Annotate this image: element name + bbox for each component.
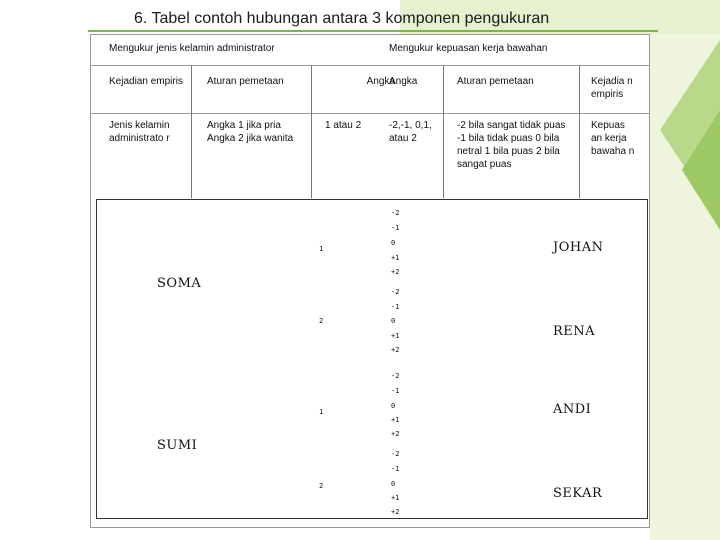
- cell-aturan-kepuasan: -2 bila sangat tidak puas -1 bila tidak puas 0 bila netral 1 bila puas 2 bila sangat puas: [457, 120, 566, 170]
- group-header-right: Mengukur kepuasan kerja bawahan: [389, 43, 548, 54]
- header-kejadian-empiris: Kejadian empiris: [109, 76, 183, 87]
- scale-value: +1: [391, 494, 400, 502]
- page-title: 6. Tabel contoh hubungan antara 3 komponen pengukuran: [134, 10, 550, 27]
- cell-angka-kelamin: 1 atau 2: [325, 120, 362, 131]
- cell-jenis-kelamin: Jenis kelamin administrato r: [109, 120, 170, 144]
- decor-triangle: [682, 110, 720, 230]
- scale-value: +1: [391, 332, 400, 340]
- code-value: 2: [319, 482, 324, 490]
- scale-value: 0: [391, 239, 396, 247]
- column-divider: [191, 66, 192, 198]
- group-header-left: Mengukur jenis kelamin administrator: [109, 43, 275, 54]
- scale-value: +2: [391, 346, 400, 354]
- scale-value: 0: [391, 480, 396, 488]
- scale-value: -1: [391, 303, 400, 311]
- scale-value: -2: [391, 288, 400, 296]
- cell-kepuasan-kerja: Kepuas an kerja bawaha n: [591, 120, 635, 157]
- scale-value: +2: [391, 430, 400, 438]
- scale-value: -2: [391, 450, 400, 458]
- divider: [91, 113, 649, 114]
- scale-value: +2: [391, 268, 400, 276]
- header-angka: Angka: [366, 76, 395, 87]
- title-underline: [88, 30, 658, 32]
- scale-value: -2: [391, 209, 400, 217]
- scale-value: -1: [391, 387, 400, 395]
- subordinate-label: RENA: [553, 324, 596, 339]
- code-value: 1: [319, 408, 324, 416]
- scale-value: -1: [391, 224, 400, 232]
- scale-value: 0: [391, 317, 396, 325]
- code-value: 2: [319, 317, 324, 325]
- scale-value: +1: [391, 416, 400, 424]
- scale-value: 0: [391, 402, 396, 410]
- divider: [91, 65, 649, 66]
- admin-label: SOMA: [157, 276, 202, 291]
- column-divider: [311, 66, 312, 198]
- scale-value: +2: [391, 508, 400, 516]
- column-divider: [443, 66, 444, 198]
- subordinate-label: ANDI: [553, 402, 592, 417]
- scale-value: +1: [391, 254, 400, 262]
- subordinate-label: JOHAN: [553, 240, 604, 255]
- code-value: 1: [319, 245, 324, 253]
- cell-aturan-kelamin: Angka 1 jika pria Angka 2 jika wanita: [207, 120, 294, 144]
- subordinate-label: SEKAR: [553, 486, 603, 501]
- admin-label: SUMI: [157, 438, 198, 453]
- scale-value: -1: [391, 465, 400, 473]
- header-kejadian-empiris-right: Kejadia n empiris: [591, 76, 633, 100]
- mapping-diagram: [96, 199, 648, 519]
- cell-angka-kepuasan: -2,-1, 0,1, atau 2: [389, 120, 432, 144]
- header-angka-right: Angka: [389, 76, 418, 87]
- header-aturan-pemetaan: Aturan pemetaan: [207, 76, 284, 87]
- column-divider: [579, 66, 580, 198]
- header-aturan-pemetaan-right: Aturan pemetaan: [457, 76, 534, 87]
- scale-value: -2: [391, 372, 400, 380]
